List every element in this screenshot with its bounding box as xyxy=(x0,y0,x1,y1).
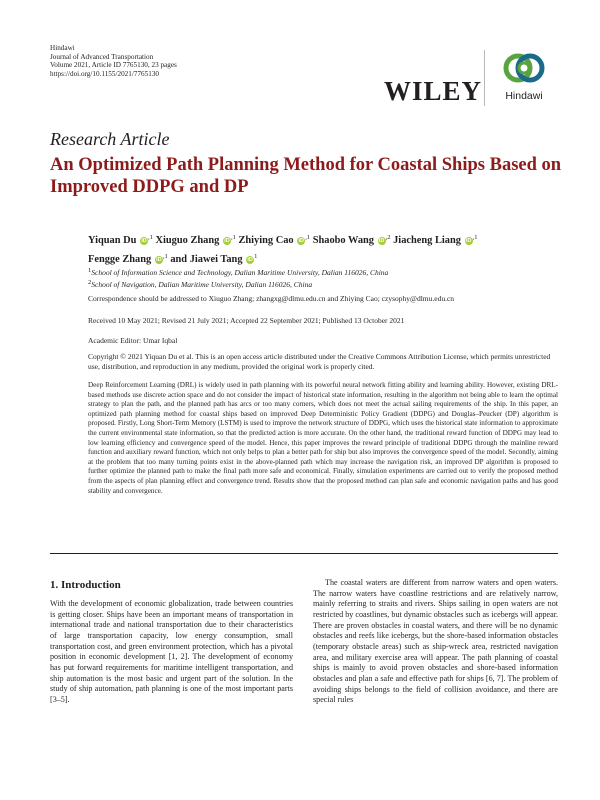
section-divider xyxy=(50,553,558,554)
affiliation-text: School of Navigation, Dalian Maritime University, Dalian 116026, China xyxy=(91,280,313,290)
hindawi-rings-icon xyxy=(501,48,547,88)
abstract: Deep Reinforcement Learning (DRL) is widely used in path planning with its powerful neural network fitting ability and learning ability. However, existing DRL-based methods use discrete action space and do not consider the impact of historical state information, resulting in the algorithm not being able to learn the optimal strategy to plan the path, and the planned path has arcs or too many corners, which does not meet the actual sailing requirements of the ship. In this paper, an optimized path planning method for coastal ships based on improved Deep Deterministic Policy Gradient (DDPG) and Douglas–Peucker (DP) algorithm is proposed. Firstly, Long Short-Term Memory (LSTM) is used to improve the network structure of DDPG, which uses the historical state information to approximate the current environmental state information, so that the predicted action is more accurate. On the other hand, the traditional reward function of DDPG may lead to low learning efficiency and convergence speed of the model. Hence, this paper improves the reward principle of traditional DDPG through the mainline reward function and auxiliary reward function, which not only helps to plan a better path for ship but also improves the convergence speed of the model. Secondly, aiming at the problem that too many turning points exist in the above-planned path which may increase the navigation risk, an improved DP algorithm is proposed to further optimize the planned path to make the final path more safe and economical. Finally, simulation experiments are carried out to verify the proposed method from the aspects of plan planning effect and convergence trend. Results show that the proposed method can plan safe and economic navigation paths and has good stability and convergence. xyxy=(88,381,558,495)
author-name: Jiawei Tang xyxy=(189,253,243,265)
author-affiliation-mark: ,1 xyxy=(472,234,478,241)
author-affiliation-mark: 1 xyxy=(254,252,258,260)
author-name: Zhiying Cao xyxy=(238,235,294,246)
author-conjunction: and xyxy=(170,253,188,265)
journal-info xyxy=(50,44,177,78)
article-type: Research Article xyxy=(50,129,170,149)
journal-name: Journal of Advanced Transportation xyxy=(50,52,154,61)
article-title: An Optimized Path Planning Method for Coastal Ships Based on Improved DDPG and DP xyxy=(50,155,562,197)
author-affiliation-mark: ,1 xyxy=(305,234,311,241)
doi-link[interactable]: https://doi.org/10.1155/2021/7765130 xyxy=(50,69,160,78)
orcid-icon[interactable]: iD xyxy=(378,238,385,244)
orcid-icon[interactable]: iD xyxy=(298,238,304,244)
wiley-logo: WILEY xyxy=(384,76,483,106)
author-affiliation-mark: ,2 xyxy=(385,234,391,241)
correspondence: Correspondence should be addressed to Xiuguo Zhang; zhangxg@dlmu.edu.cn and Zhiying Cao; czysophy@dlmu.edu.cn xyxy=(88,294,455,303)
orcid-icon[interactable]: iD xyxy=(465,238,472,244)
affiliation xyxy=(88,278,558,290)
author-name: Shaobo Wang xyxy=(312,235,375,246)
academic-editor: Academic Editor: Umar Iqbal xyxy=(88,336,178,345)
affiliations xyxy=(88,266,558,291)
orcid-icon[interactable]: iD xyxy=(224,238,230,244)
affiliation-mark: 1 xyxy=(88,267,92,274)
hindawi-logo-text: Hindawi xyxy=(505,90,543,102)
author-name: Yiquan Du xyxy=(88,235,137,246)
affiliation-mark: 2 xyxy=(88,279,92,287)
author-name: Fengge Zhang xyxy=(88,253,152,265)
author-affiliation-mark: ,1 xyxy=(148,234,153,241)
body-text-right-column: The coastal waters are different from narrow waters and open waters. The narrow waters have coastline restrictions and are relatively narrow, mainly referring to straits and rivers. Ships sailing in open waters are not restricted by coastlines, but dynamic obstacles such as icebergs will appear. There are proven obstacles in coastal waters, and there will be no dynamic obstacles and reefs like icebergs, but the shore-based information obstacles (temporary obstacle areas) such as ship-wreck area, restricted navigation area, and military exercise area will appear. The path planning of coastal ships is mainly to avoid proven obstacles and shore-based information obstacles and plan a safe and effective path for ships [6, 7]. The problem of avoiding ships belongs to the field of collision avoidance, and there are special rules xyxy=(313,578,558,705)
hindawi-logo xyxy=(494,48,554,108)
author-list xyxy=(88,230,558,267)
author-name: Xiuguo Zhang xyxy=(155,235,220,246)
volume-line: Volume 2021, Article ID 7765130, 23 pages xyxy=(50,61,177,70)
author-affiliation-mark: ,1 xyxy=(230,234,236,241)
affiliation xyxy=(88,266,558,278)
body-text-left-column: With the development of economic globalization, trade between countries is getting closer. Ships have been an important means of transportation in international trade and national transportation due to their characteristics of large transportation capacity, low energy consumption, small transportation cost, and green environment protection, which has a pivotal position in economic development [1, 2]. The development of economy has put forward requirements for maritime intelligent transportation, and ship automation is the most basic and urgent part of the solution. In the study of ship automation, path planning is one of the most important parts [3–5]. xyxy=(50,599,293,704)
publication-dates: Received 10 May 2021; Revised 21 July 2021; Accepted 22 September 2021; Published 13 October 2021 xyxy=(88,316,405,325)
publisher-name: Hindawi xyxy=(50,44,75,52)
author-affiliation-mark: ,1 xyxy=(162,252,168,260)
logo-divider xyxy=(484,50,485,106)
affiliation-text: School of Information Science and Technology, Dalian Maritime University, Dalian 116026, China xyxy=(91,268,389,277)
author-name: Jiacheng Liang xyxy=(393,235,461,246)
section-heading: 1. Introduction xyxy=(50,579,121,591)
orcid-icon[interactable]: iD xyxy=(156,256,162,263)
orcid-icon[interactable]: iD xyxy=(247,256,253,263)
copyright-notice: Copyright © 2021 Yiquan Du et al. This is an open access article distributed under the Creative Commons Attribution License, which permits unrestricted use, distribution, and reproduction in any medium, provided the original work is properly cited. xyxy=(88,352,551,372)
orcid-icon[interactable]: iD xyxy=(141,238,147,244)
